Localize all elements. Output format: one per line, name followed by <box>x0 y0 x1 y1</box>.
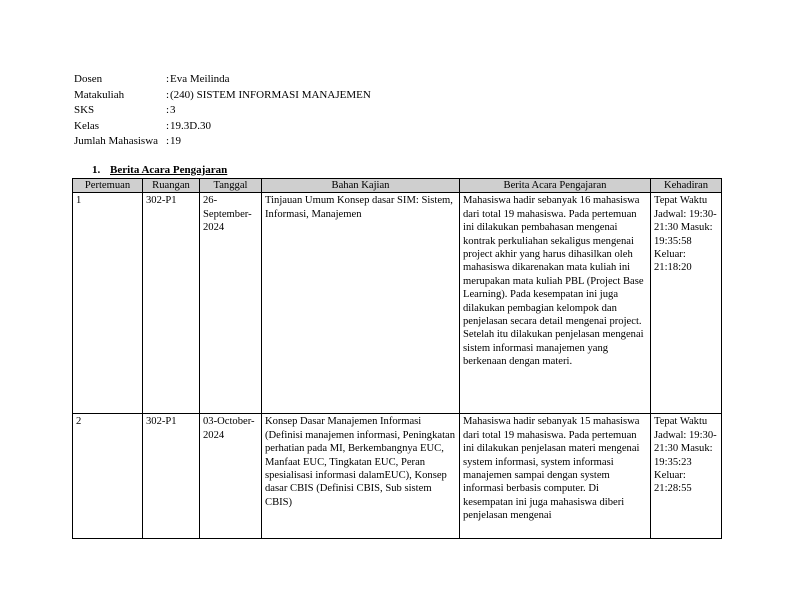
column-header: Tanggal <box>200 179 262 193</box>
section-number: 1. <box>92 164 101 176</box>
column-header: Kehadiran <box>651 179 722 193</box>
section-heading <box>92 163 227 177</box>
info-label: Jumlah Mahasiswa <box>74 135 159 147</box>
info-row-sks: SKS : 3 <box>74 103 371 119</box>
info-label: Matakuliah <box>74 88 125 101</box>
info-value: 3 <box>170 104 176 116</box>
info-label: Kelas <box>74 119 100 132</box>
info-value: 19.3D.30 <box>170 119 211 132</box>
info-label: Dosen <box>74 73 103 85</box>
cell-ruangan: 302-P1 <box>143 414 200 539</box>
berita-acara-table <box>72 178 722 539</box>
column-header: Bahan Kajian <box>262 179 460 193</box>
info-row-kelas: Kelas : 19.3D.30 <box>74 119 371 135</box>
info-row-matakuliah: Matakuliah : (240) SISTEM INFORMASI MANAJEMEN <box>74 88 371 104</box>
cell-kehadiran: Tepat Waktu Jadwal: 19:30-21:30 Masuk: 19:35:23 Keluar: 21:28:55 <box>651 414 722 539</box>
info-value: Eva Meilinda <box>170 73 230 85</box>
cell-kehadiran: Tepat Waktu Jadwal: 19:30-21:30 Masuk: 19:35:58 Keluar: 21:18:20 <box>651 193 722 414</box>
column-header: Berita Acara Pengajaran <box>460 179 651 193</box>
cell-pertemuan: 1 <box>73 193 143 414</box>
cell-tanggal: 03-October-2024 <box>200 414 262 539</box>
info-value: (240) SISTEM INFORMASI MANAJEMEN <box>170 88 371 101</box>
cell-tanggal: 26-September-2024 <box>200 193 262 414</box>
table-row <box>73 414 722 539</box>
info-row-dosen: Dosen : Eva Meilinda <box>74 72 371 88</box>
cell-berita-acara: Mahasiswa hadir sebanyak 15 mahasiswa dari total 19 mahasiswa. Pada pertemuan ini dilakukan penjelasan materi mengenai system informasi, system informasi manajemen sampai dengan system informasi berbasis computer. Di kesempatan ini juga mahasiswa diberi penjelasan mengenai <box>460 414 651 539</box>
column-header: Pertemuan <box>73 179 143 193</box>
cell-berita-acara: Mahasiswa hadir sebanyak 16 mahasiswa dari total 19 mahasiswa. Pada pertemuan ini dilakukan pembahasan mengenai kontrak perkuliahan sekaligus mengenai project akhir yang harus dihasilkan oleh mahasiswa dikarenakan mata kuliah ini merupakan mata kuliah PBL (Project Base Learning). Pada kesempatan ini juga dilakukan pembagian kelompok dan penjelasan secara detail mengenai project. Setelah itu dilakukan penjelasan mengenai sistem informasi manajemen yang berkenaan dengan materi. <box>460 193 651 414</box>
cell-bahan-kajian: Tinjauan Umum Konsep dasar SIM: Sistem, Informasi, Manajemen <box>262 193 460 414</box>
cell-bahan-kajian: Konsep Dasar Manajemen Informasi (Definisi manajemen informasi, Peningkatan perhatian pada MI, Berkembangnya EUC, Manfaat EUC, Tingkatan EUC, Peran spesialisasi informasi dalamEUC), Konsep dasar CBIS (Definisi CBIS, Sub sistem CBIS) <box>262 414 460 539</box>
info-label: SKS <box>74 104 95 116</box>
cell-pertemuan: 2 <box>73 414 143 539</box>
cell-ruangan: 302-P1 <box>143 193 200 414</box>
table-row <box>73 193 722 414</box>
table-header-row <box>73 179 722 193</box>
course-info <box>74 72 371 150</box>
info-value: 19 <box>170 135 181 147</box>
section-title: Berita Acara Pengajaran <box>110 164 228 176</box>
column-header: Ruangan <box>143 179 200 193</box>
info-row-jumlah: Jumlah Mahasiswa : 19 <box>74 134 371 150</box>
